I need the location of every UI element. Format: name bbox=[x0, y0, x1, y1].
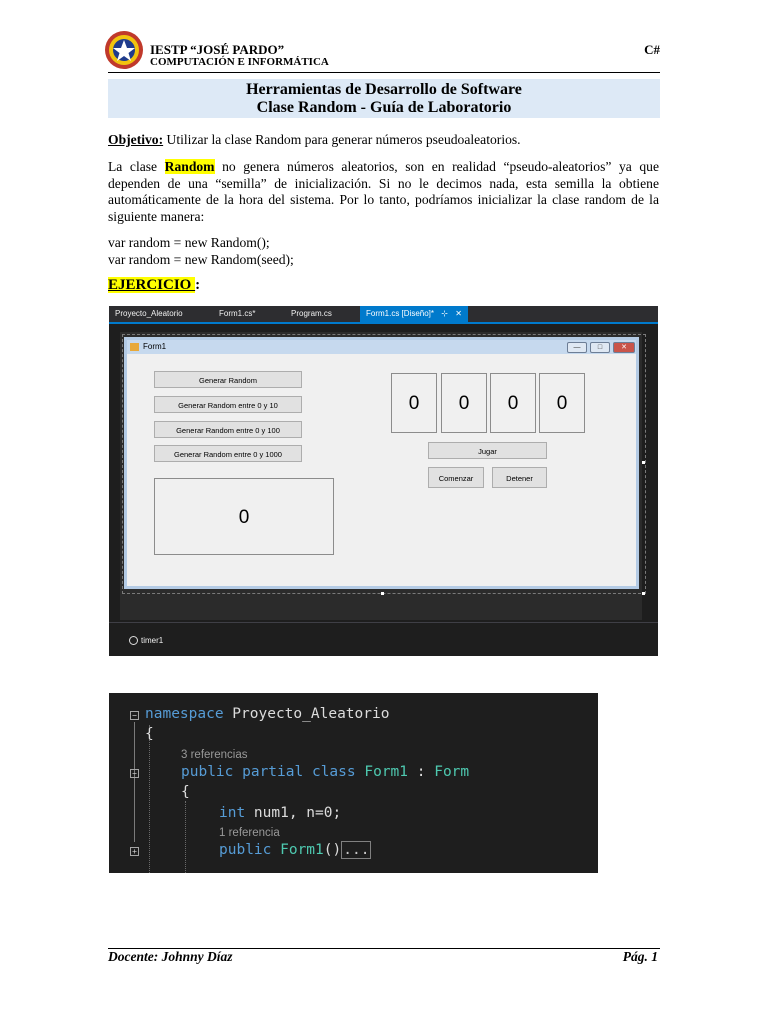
code-line-constructor bbox=[219, 842, 371, 858]
colon: : bbox=[408, 764, 435, 780]
pin-icon[interactable]: ⊹ bbox=[441, 309, 448, 318]
minimize-button[interactable]: — bbox=[567, 342, 587, 353]
form-icon bbox=[130, 343, 139, 351]
intro-paragraph bbox=[108, 159, 659, 225]
document-title bbox=[108, 79, 660, 118]
expand-icon[interactable]: + bbox=[130, 847, 139, 856]
ide-designer-screenshot bbox=[109, 306, 658, 656]
code-line-inner-brace: { bbox=[181, 784, 190, 800]
class-name: Form1 bbox=[355, 764, 409, 780]
code-line-brace: { bbox=[145, 726, 154, 742]
constructor-name: Form1 bbox=[271, 842, 324, 858]
code-example-line-1: var random = new Random(); bbox=[108, 235, 270, 250]
tab-form1-design[interactable] bbox=[360, 306, 468, 322]
footer-teacher: Docente: Johnny Díaz bbox=[108, 949, 233, 964]
section-heading bbox=[108, 277, 200, 294]
language-label: C# bbox=[644, 42, 660, 57]
namespace-name: Proyecto_Aleatorio bbox=[223, 706, 390, 722]
random-highlight: Random bbox=[164, 159, 215, 174]
tab-bar bbox=[109, 306, 658, 322]
form-title: Form1 bbox=[143, 342, 167, 351]
title-line-2: Clase Random - Guía de Laboratorio bbox=[256, 99, 512, 116]
keyword-int: int bbox=[219, 805, 246, 821]
tab-proyecto[interactable]: Proyecto_Aleatorio bbox=[115, 309, 183, 318]
comenzar-button[interactable]: Comenzar bbox=[428, 467, 484, 488]
institution-logo bbox=[104, 30, 144, 70]
close-button[interactable]: ✕ bbox=[613, 342, 635, 353]
keyword-partial: partial bbox=[233, 764, 304, 780]
department-name: COMPUTACIÓN E INFORMÁTICA bbox=[150, 56, 329, 68]
institution-name: IESTP “JOSÉ PARDO” bbox=[150, 42, 285, 57]
header-rule bbox=[108, 72, 660, 73]
resize-handle[interactable] bbox=[642, 461, 645, 464]
detener-button[interactable]: Detener bbox=[492, 467, 547, 488]
digit-box-2: 0 bbox=[441, 373, 487, 433]
digit-box-1: 0 bbox=[391, 373, 437, 433]
constructor-parens: () bbox=[323, 842, 342, 858]
code-editor-screenshot bbox=[109, 693, 598, 873]
section-suffix: : bbox=[195, 277, 201, 293]
keyword-namespace: namespace bbox=[145, 706, 224, 722]
generar-random-10-button[interactable]: Generar Random entre 0 y 10 bbox=[154, 396, 302, 413]
generar-random-1000-button[interactable]: Generar Random entre 0 y 1000 bbox=[154, 445, 302, 462]
indent-guide bbox=[149, 725, 150, 873]
jugar-button[interactable]: Jugar bbox=[428, 442, 547, 459]
timer-icon bbox=[129, 636, 138, 645]
generar-random-100-button[interactable]: Generar Random entre 0 y 100 bbox=[154, 421, 302, 438]
maximize-button[interactable]: □ bbox=[590, 342, 610, 353]
keyword-class: class bbox=[303, 764, 356, 780]
objective-paragraph bbox=[108, 132, 659, 149]
code-line-class bbox=[181, 764, 469, 780]
timer-component[interactable] bbox=[129, 636, 163, 645]
digit-box-3: 0 bbox=[490, 373, 536, 433]
code-example-line-2: var random = new Random(seed); bbox=[108, 252, 294, 267]
tab-form1-cs[interactable]: Form1.cs* bbox=[219, 309, 256, 318]
intro-text: no genera números aleatorios, son en realidad “pseudo-aleatorios” ya que dependen de una “semilla” de inicialización. Si no le decimos nada, esta semilla la obtiene automáticamente de la hora del sistema. Por lo tanto, podríamos inicializar la clase random de la siguiente manera: bbox=[108, 159, 659, 224]
outline-guide bbox=[134, 722, 135, 842]
collapse-icon[interactable]: − bbox=[130, 769, 139, 778]
title-line-1: Herramientas de Desarrollo de Software bbox=[246, 81, 522, 98]
form1-window[interactable] bbox=[124, 337, 639, 589]
code-line-namespace bbox=[145, 706, 389, 722]
close-icon[interactable]: ✕ bbox=[455, 309, 462, 318]
keyword-public: public bbox=[181, 764, 234, 780]
tab-form1-design-label: Form1.cs [Diseño]* bbox=[366, 309, 435, 318]
digit-box-4: 0 bbox=[539, 373, 585, 433]
references-codelens[interactable]: 1 referencia bbox=[219, 827, 280, 839]
references-codelens[interactable]: 3 referencias bbox=[181, 749, 248, 761]
objective-label: Objetivo: bbox=[108, 132, 164, 147]
collapsed-region[interactable]: ... bbox=[343, 842, 370, 858]
code-line-fields bbox=[219, 805, 341, 821]
generar-random-button[interactable]: Generar Random bbox=[154, 371, 302, 388]
tab-accent-line bbox=[109, 322, 658, 324]
indent-guide bbox=[185, 801, 186, 873]
resize-handle[interactable] bbox=[381, 592, 384, 595]
collapse-icon[interactable]: − bbox=[130, 711, 139, 720]
resize-handle[interactable] bbox=[642, 592, 645, 595]
footer-page-number: Pág. 1 bbox=[622, 949, 658, 964]
keyword-public: public bbox=[219, 842, 272, 858]
result-label-box: 0 bbox=[154, 478, 334, 555]
component-tray-divider bbox=[109, 622, 658, 623]
objective-text: Utilizar la clase Random para generar números pseudoaleatorios. bbox=[163, 132, 521, 147]
base-class: Form bbox=[434, 764, 470, 780]
tab-program-cs[interactable]: Program.cs bbox=[291, 309, 332, 318]
section-label: EJERCICIO bbox=[108, 277, 196, 293]
intro-prefix: La clase bbox=[108, 159, 165, 174]
timer-label: timer1 bbox=[141, 636, 164, 645]
form-titlebar[interactable] bbox=[127, 340, 636, 354]
field-declaration: num1, n=0; bbox=[245, 805, 342, 821]
